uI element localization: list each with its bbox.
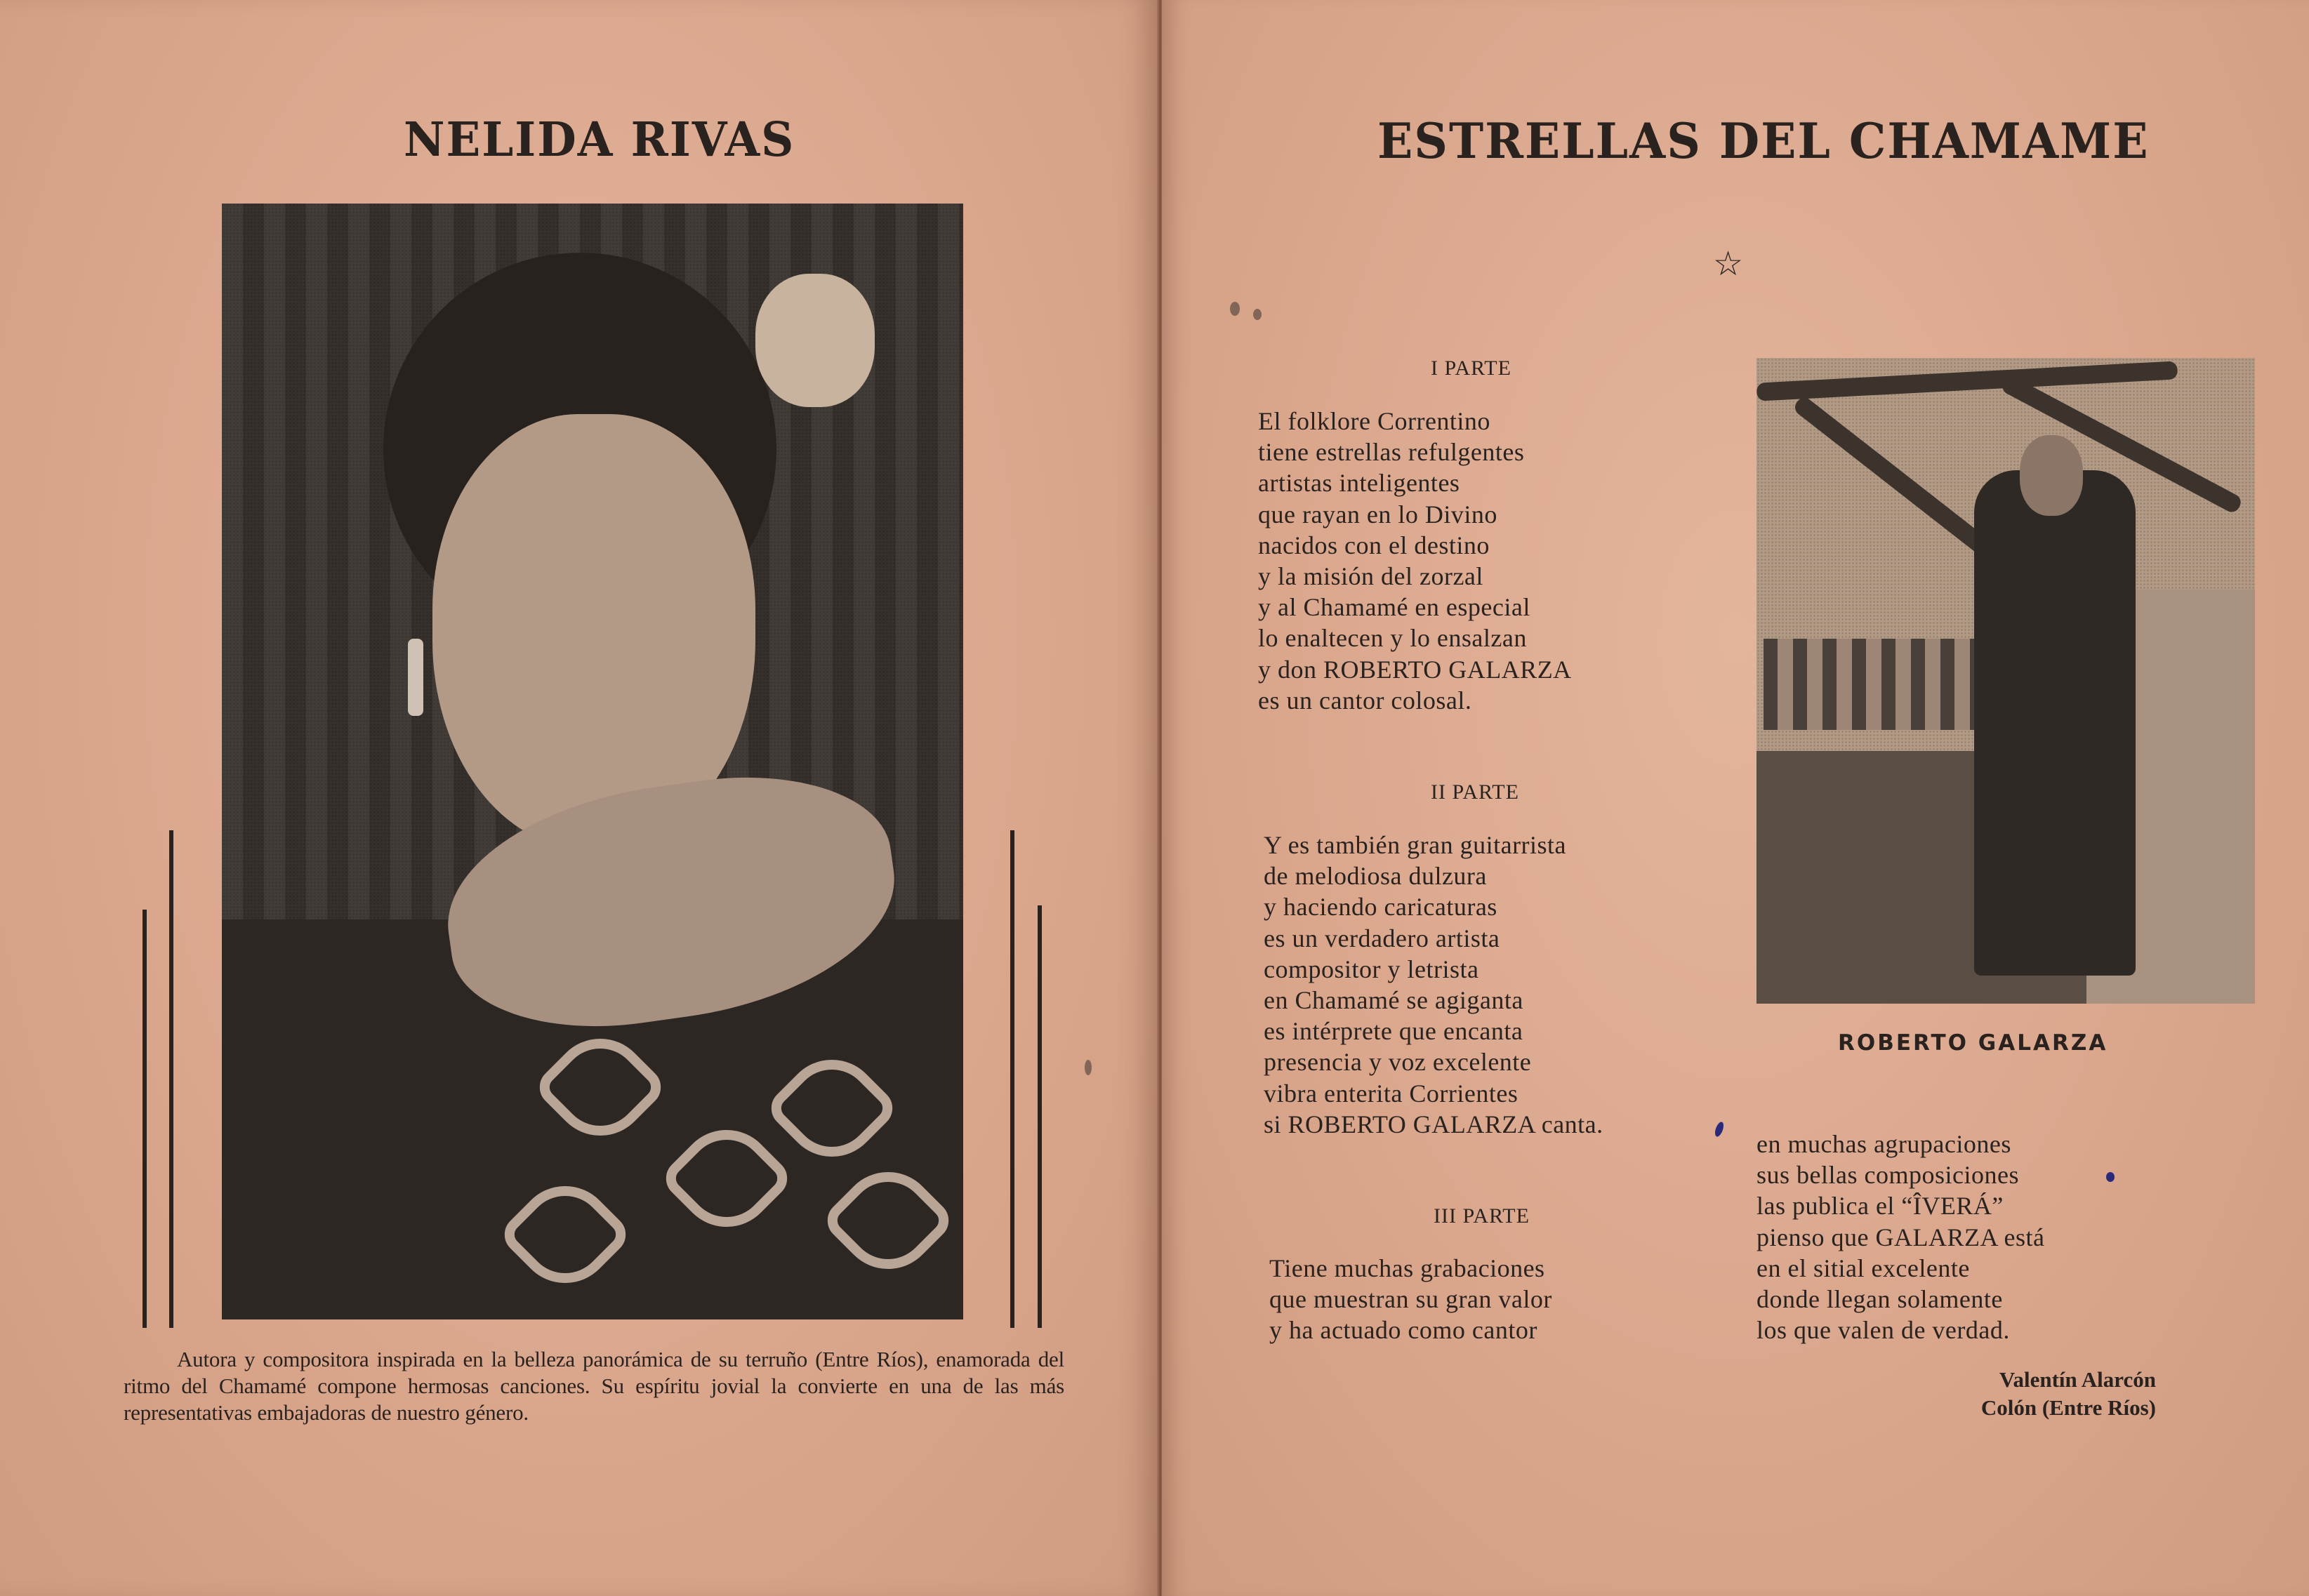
man-head — [2020, 435, 2083, 516]
verse-line: lo enaltecen y lo ensalzan — [1258, 624, 1527, 653]
caption-line: Autora y compositora inspirada en la belleza panorámica de su terruño (Entre — [177, 1347, 869, 1371]
page-title-estrellas-del-chamame: ESTRELLAS DEL CHAMAME — [1377, 112, 2150, 170]
author-place: Colón (Entre Ríos) — [1980, 1395, 2156, 1420]
verse-line: en el sitial excelente — [1756, 1253, 1970, 1282]
verse-line: es un verdadero artista — [1264, 924, 1500, 952]
verse-line: Tiene muchas grabaciones — [1269, 1254, 1545, 1282]
verse-line: si ROBERTO GALARZA canta. — [1264, 1110, 1603, 1138]
paper-stain — [1253, 309, 1262, 320]
verse-iii-parte — [1269, 1253, 1552, 1346]
verse-i-parte — [1258, 406, 1572, 716]
verse-line: que rayan en lo Divino — [1258, 500, 1497, 528]
verse-line: es un cantor colosal. — [1258, 686, 1472, 714]
verse-line: y don ROBERTO GALARZA — [1258, 655, 1572, 684]
verse-line: El folklore Correntino — [1258, 407, 1490, 435]
tree-branch — [1756, 361, 2178, 401]
verse-line: los que valen de verdad. — [1756, 1316, 2010, 1345]
verse-line: es intérprete que encanta — [1264, 1017, 1523, 1046]
verse-line: en muchas agrupaciones — [1756, 1130, 2011, 1158]
paper-stain — [1230, 302, 1240, 316]
section-heading-i-parte: I PARTE — [1431, 357, 1511, 380]
verse-line: las publica el “ÎVERÁ” — [1756, 1192, 2004, 1221]
section-heading-ii-parte: II PARTE — [1431, 780, 1519, 804]
verse-line: tiene estrellas refulgentes — [1258, 438, 1525, 467]
verse-line: que muestran su gran valor — [1269, 1285, 1552, 1314]
section-heading-iii-parte: III PARTE — [1434, 1204, 1530, 1228]
verse-line: vibra enterita Corrientes — [1264, 1079, 1519, 1108]
page-title-nelida-rivas: NELIDA RIVAS — [404, 112, 795, 168]
verse-line: sus bellas composiciones — [1756, 1161, 2019, 1190]
roberto-photo-caption: ROBERTO GALARZA — [1838, 1030, 2108, 1056]
verse-line: y haciendo caricaturas — [1264, 893, 1497, 922]
tree-branch — [1792, 394, 2002, 564]
earring — [408, 639, 423, 716]
verse-ii-parte — [1264, 830, 1603, 1140]
decorative-rule — [169, 830, 173, 1328]
ink-mark — [2106, 1172, 2115, 1182]
verse-line: donde llegan solamente — [1756, 1284, 2003, 1313]
decorative-rule — [1010, 830, 1014, 1328]
paper-stain — [1085, 1060, 1092, 1075]
verse-line: en Chamamé se agiganta — [1264, 985, 1523, 1014]
caption-line: Ríos), enamorada del ritmo del Chamamé compone hermosas canciones. Su espíritu — [124, 1347, 1064, 1398]
verse-line: presencia y voz excelente — [1264, 1048, 1532, 1077]
verse-line: de melodiosa dulzura — [1264, 862, 1487, 891]
verse-line: pienso que GALARZA está — [1756, 1223, 2045, 1251]
roberto-galarza-photo — [1756, 358, 2255, 1004]
caption-line: jovial la convierte en una de las más representativas embajadoras de nuestro género. — [124, 1374, 1064, 1425]
decorative-rule — [1038, 905, 1042, 1328]
verse-line: nacidos con el destino — [1258, 531, 1490, 559]
verse-line: compositor y letrista — [1264, 955, 1479, 983]
author-signature — [1981, 1366, 2156, 1422]
balustrade — [1764, 639, 1974, 730]
verse-line: artistas inteligentes — [1258, 469, 1460, 498]
verse-line: y ha actuado como cantor — [1269, 1316, 1537, 1345]
author-name: Valentín Alarcón — [1999, 1367, 2156, 1392]
nelida-rivas-photo — [222, 204, 963, 1319]
man-figure — [1974, 470, 2136, 976]
photo-caption-paragraph — [124, 1346, 1064, 1426]
verse-line: y al Chamamé en especial — [1258, 593, 1530, 622]
verse-iii-parte-continuation — [1756, 1129, 2044, 1345]
verse-line: y la misión del zorzal — [1258, 561, 1483, 590]
star-icon: ☆ — [1713, 244, 1744, 284]
verse-line: Y es también gran guitarrista — [1264, 831, 1567, 859]
hair-flower — [755, 274, 875, 407]
decorative-rule — [143, 910, 147, 1328]
